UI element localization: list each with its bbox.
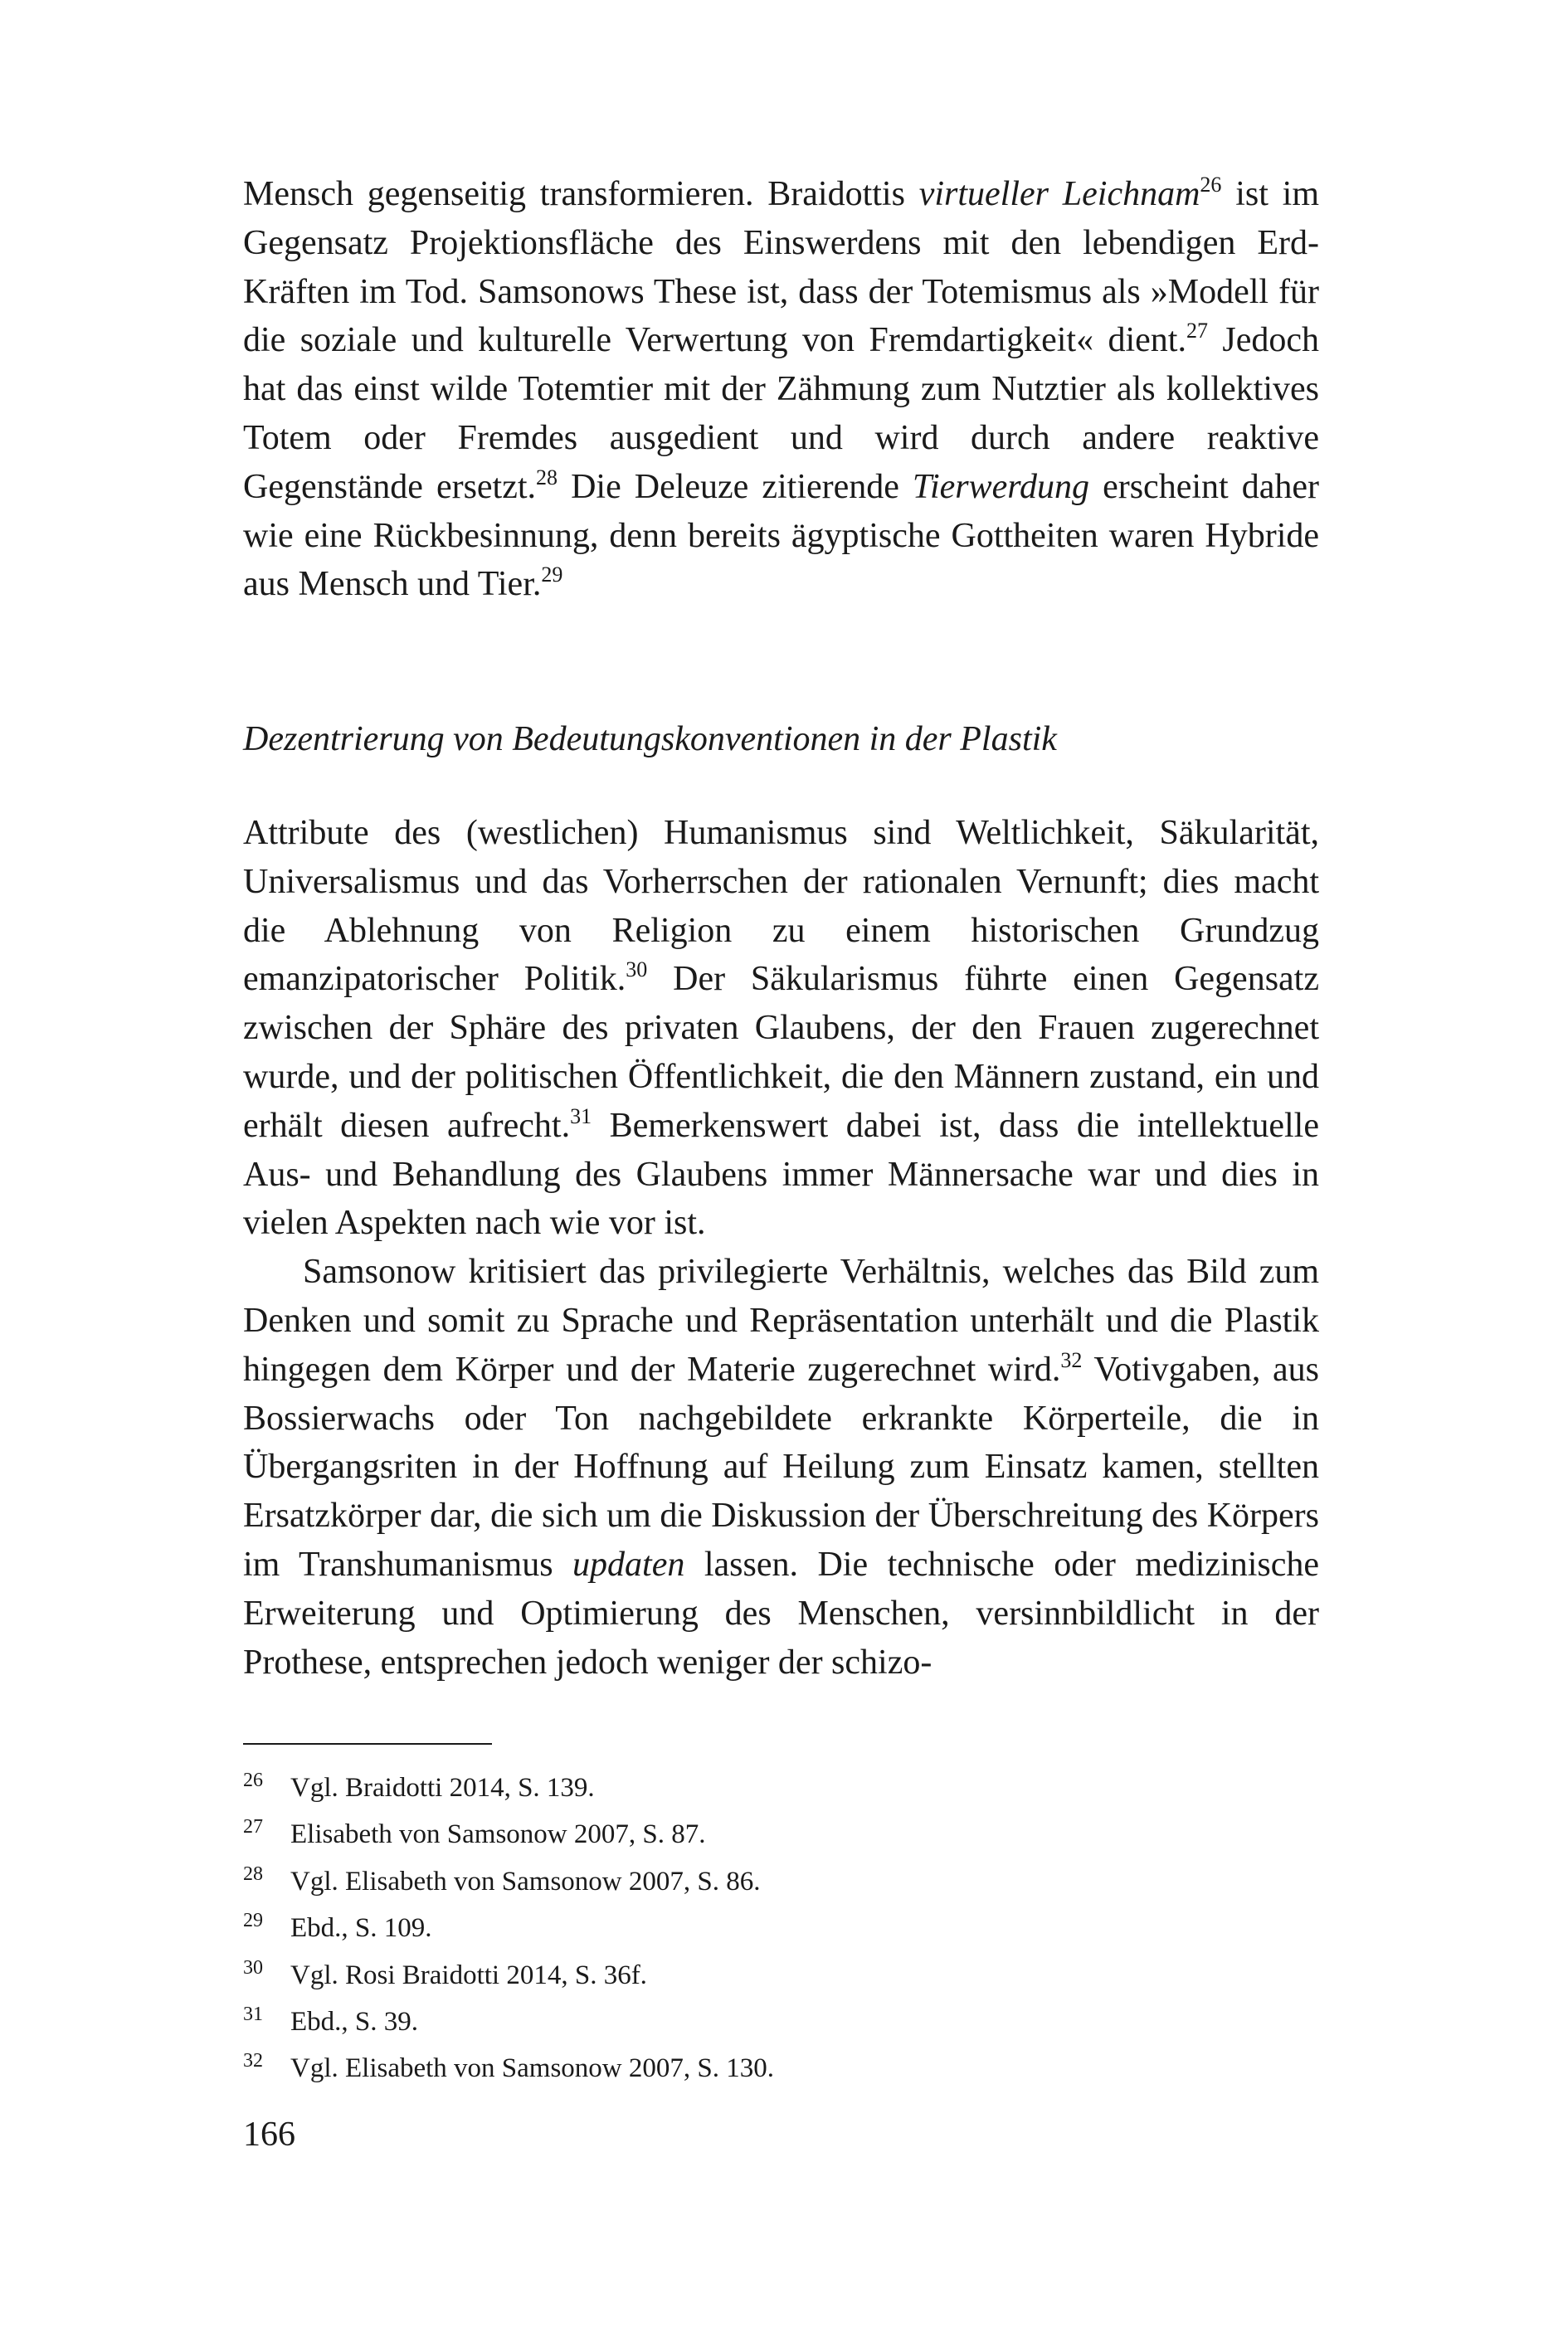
body-text-top	[243, 170, 1319, 609]
footnote-number: 28	[243, 1863, 263, 1885]
footnote-ref-29[interactable]: 29	[541, 562, 563, 587]
footnote-text: Ebd., S. 109.	[290, 1913, 432, 1944]
footnote-ref-32[interactable]: 32	[1060, 1347, 1083, 1372]
paragraph	[243, 170, 1319, 609]
text-span: lassen. Die technische oder medizinische Erweiterung und Optimierung des Menschen, versinnbildlicht in der Prothese, entsprechen jedoch weniger der schizo-	[243, 1545, 1319, 1682]
footnote-item	[243, 1813, 1319, 1859]
body-text-main	[243, 809, 1319, 1687]
page-number: 166	[243, 2116, 295, 2154]
footnote-ref-28[interactable]: 28	[536, 465, 558, 489]
footnote-ref-31[interactable]: 31	[570, 1103, 592, 1128]
text-span: Die Deleuze zitierende	[558, 467, 913, 506]
footnote-number: 26	[243, 1770, 263, 1791]
footnote-item	[243, 1954, 1319, 2000]
emphasis: virtueller Leichnam	[918, 175, 1200, 213]
footnote-text: Elisabeth von Samsonow 2007, S. 87.	[290, 1819, 706, 1850]
text-span: Bemerkenswert dabei ist, dass die intellektuelle Aus- und Behandlung des Glaubens immer Männersache war und dies in vielen Aspekten nach wie vor ist.	[243, 1106, 1319, 1243]
emphasis: Tierwerdung	[912, 467, 1090, 506]
emphasis: updaten	[572, 1545, 685, 1584]
footnote-number: 32	[243, 2050, 263, 2072]
paragraph	[243, 809, 1319, 1248]
footnote-number: 27	[243, 1816, 263, 1838]
text-span: Mensch gegenseitig transformieren. Braidottis	[243, 175, 919, 213]
footnote-number: 29	[243, 1910, 263, 1932]
footnote-ref-30[interactable]: 30	[626, 957, 648, 982]
text-span: Samsonow kritisiert das privilegierte Verhältnis, welches das Bild zum Denken und somit zu Sprache und Repräsentation unterhält und die Plastik hingegen dem Körper und der Materie zugerechnet wird.	[243, 1253, 1319, 1389]
footnote-item	[243, 1766, 1319, 1813]
footnote-item	[243, 2047, 1319, 2093]
footnote-divider	[243, 1743, 492, 1745]
footnote-text: Vgl. Rosi Braidotti 2014, S. 36f.	[290, 1960, 647, 1990]
footnote-item	[243, 1906, 1319, 1953]
footnote-ref-27[interactable]: 27	[1186, 319, 1208, 343]
footnote-number: 30	[243, 1956, 263, 1979]
footnote-number: 31	[243, 2004, 263, 2026]
paragraph	[243, 1248, 1319, 1687]
footnote-text: Vgl. Braidotti 2014, S. 139.	[290, 1773, 595, 1803]
text-span: erscheint daher wie eine Rückbesinnung, denn bereits ägyptische Gottheiten waren Hybride aus Mensch und Tier.	[243, 467, 1319, 604]
text-span: Jedoch hat das einst wilde Totemtier mit der Zähmung zum Nutztier als kollektives Totem oder Fremdes ausgedient und wird durch andere reaktive Gegenstände ersetzt.	[243, 321, 1319, 506]
footnote-text: Vgl. Elisabeth von Samsonow 2007, S. 86.	[290, 1866, 761, 1897]
footnote-item	[243, 1860, 1319, 1906]
text-span: Der Säkularismus führte einen Gegensatz zwischen der Sphäre des privaten Glaubens, der den Frauen zugerechnet wurde, und der politischen Öffentlichkeit, die den Männern zustand, ein und erhält diesen aufrecht.	[243, 960, 1319, 1145]
footnotes-list	[243, 1766, 1319, 2094]
text-span: Attribute des (westlichen) Humanismus sind Weltlichkeit, Säkularität, Universalismus und das Vorherrschen der rationalen Vernunft; dies macht die Ablehnung von Religion zu einem historischen Grundzug emanzipatorischer Politik.	[243, 814, 1319, 999]
text-span: ist im Gegensatz Projektionsfläche des Einswerdens mit den lebendigen Erd-Kräften im Tod. Samsonows These ist, dass der Totemismus als »Modell für die soziale und kulturelle Verwertung von Fremdartigkeit« dient.	[243, 175, 1319, 360]
footnote-text: Vgl. Elisabeth von Samsonow 2007, S. 130.	[290, 2053, 774, 2084]
footnote-text: Ebd., S. 39.	[290, 2007, 419, 2038]
text-span: Votivgaben, aus Bossierwachs oder Ton nachgebildete erkrankte Körperteile, die in Übergangsriten in der Hoffnung auf Heilung zum Einsatz kamen, stellten Ersatzkörper dar, die sich um die Diskussion der Überschreitung des Körpers im Transhumanismus	[243, 1350, 1320, 1584]
footnote-item	[243, 2000, 1319, 2047]
footnote-ref-26[interactable]: 26	[1200, 173, 1222, 197]
section-heading: Dezentrierung von Bedeutungskonventionen in der Plastik	[243, 720, 1057, 758]
